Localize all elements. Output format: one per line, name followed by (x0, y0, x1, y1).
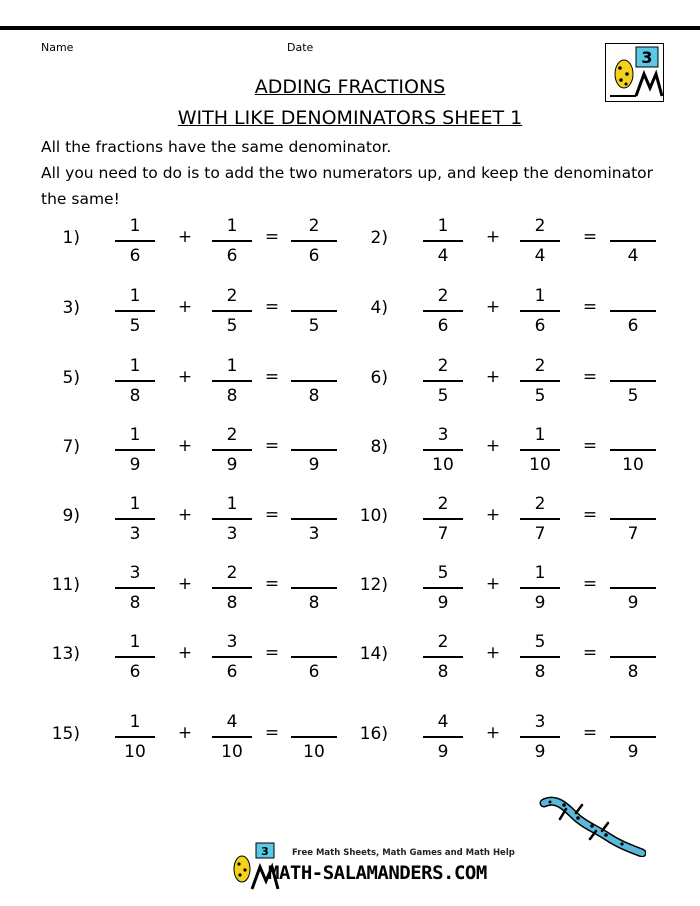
plus-sign: + (485, 643, 501, 663)
title-line-2: WITH LIKE DENOMINATORS SHEET 1 (177, 107, 523, 129)
fraction-bar (520, 240, 560, 242)
fraction-bar (115, 310, 155, 312)
numerator: 2 (226, 563, 238, 583)
fraction-bar (610, 310, 656, 312)
denominator: 6 (437, 315, 449, 336)
answer-fraction[interactable] (610, 493, 656, 546)
numerator: 3 (534, 712, 546, 732)
plus-sign: + (177, 723, 193, 743)
fraction (115, 711, 155, 764)
numerator: 1 (226, 356, 238, 376)
equals-sign: = (264, 723, 280, 743)
answer-denominator: 9 (627, 592, 639, 613)
numerator: 1 (129, 494, 141, 514)
numerator: 1 (129, 425, 141, 445)
fraction (423, 493, 463, 546)
numerator: 2 (534, 356, 546, 376)
problem-number: 12) (359, 575, 388, 595)
numerator: 2 (437, 494, 449, 514)
fraction-bar (423, 587, 463, 589)
denominator: 8 (226, 385, 238, 406)
numerator: 2 (534, 494, 546, 514)
fraction-bar (610, 449, 656, 451)
answer-numerator[interactable] (291, 493, 337, 516)
fraction (115, 355, 155, 408)
denominator: 6 (129, 245, 141, 266)
answer-numerator[interactable] (291, 285, 337, 308)
fraction-bar (115, 518, 155, 520)
answer-fraction[interactable] (291, 215, 337, 268)
denominator: 9 (437, 741, 449, 762)
salamander-illustration-icon (536, 793, 646, 857)
plus-sign: + (485, 436, 501, 456)
denominator: 6 (129, 661, 141, 682)
fraction (423, 424, 463, 477)
fraction (520, 711, 560, 764)
denominator: 5 (534, 385, 546, 406)
fraction (212, 493, 252, 546)
fraction (115, 562, 155, 615)
denominator: 8 (534, 661, 546, 682)
fraction (520, 562, 560, 615)
answer-denominator: 8 (308, 385, 320, 406)
fraction-bar (115, 736, 155, 738)
answer-denominator: 7 (627, 523, 639, 544)
fraction-bar (520, 310, 560, 312)
numerator: 2 (226, 286, 238, 306)
fraction-bar (212, 587, 252, 589)
top-rule (0, 26, 700, 30)
answer-denominator: 8 (627, 661, 639, 682)
plus-sign: + (485, 367, 501, 387)
answer-denominator: 3 (308, 523, 320, 544)
grade-badge-text: 3 (641, 48, 653, 67)
fraction (423, 355, 463, 408)
plus-sign: + (177, 367, 193, 387)
problem-number: 6) (370, 368, 388, 388)
fraction (115, 631, 155, 684)
fraction-bar (212, 310, 252, 312)
title-line-1: ADDING FRACTIONS (254, 76, 446, 98)
numerator: 1 (534, 425, 546, 445)
answer-numerator[interactable] (610, 631, 656, 654)
numerator: 5 (437, 563, 449, 583)
answer-numerator[interactable] (610, 355, 656, 378)
denominator: 4 (437, 245, 449, 266)
denominator: 8 (437, 661, 449, 682)
answer-fraction[interactable] (610, 424, 656, 477)
numerator: 3 (226, 632, 238, 652)
fraction (520, 493, 560, 546)
fraction-bar (291, 736, 337, 738)
equals-sign: = (264, 643, 280, 663)
problem-number: 14) (359, 644, 388, 664)
fraction (212, 215, 252, 268)
instruction-1: All the fractions have the same denominator. (41, 138, 392, 156)
fraction-bar (212, 449, 252, 451)
equals-sign: = (582, 436, 598, 456)
problem-number: 13) (51, 644, 80, 664)
answer-denominator: 8 (308, 592, 320, 613)
answer-numerator[interactable] (291, 562, 337, 585)
denominator: 5 (437, 385, 449, 406)
answer-numerator[interactable] (291, 711, 337, 734)
numerator: 1 (226, 494, 238, 514)
numerator: 1 (534, 286, 546, 306)
fraction (115, 424, 155, 477)
numerator: 2 (437, 286, 449, 306)
equals-sign: = (582, 297, 598, 317)
denominator: 9 (226, 454, 238, 475)
problem-number: 8) (370, 437, 388, 457)
fraction-bar (212, 240, 252, 242)
fraction (520, 285, 560, 338)
problem-number: 2) (370, 228, 388, 248)
name-label: Name (41, 41, 74, 54)
equals-sign: = (264, 227, 280, 247)
plus-sign: + (485, 297, 501, 317)
fraction-bar (520, 656, 560, 658)
answer-denominator: 10 (303, 741, 325, 762)
fraction-bar (520, 518, 560, 520)
fraction-bar (423, 380, 463, 382)
instruction-2: All you need to do is to add the two numerators up, and keep the denominator the same! (41, 164, 654, 208)
fraction (423, 215, 463, 268)
answer-fraction[interactable] (610, 631, 656, 684)
answer-numerator[interactable] (610, 285, 656, 308)
numerator: 2 (534, 216, 546, 236)
answer-fraction[interactable] (610, 215, 656, 268)
answer-denominator: 9 (308, 454, 320, 475)
numerator: 5 (534, 632, 546, 652)
fraction-bar (291, 656, 337, 658)
fraction-bar (520, 380, 560, 382)
denominator: 10 (221, 741, 243, 762)
fraction (212, 285, 252, 338)
denominator: 8 (129, 385, 141, 406)
equals-sign: = (582, 574, 598, 594)
fraction-bar (610, 736, 656, 738)
equals-sign: = (582, 643, 598, 663)
denominator: 9 (437, 592, 449, 613)
answer-fraction[interactable] (610, 355, 656, 408)
equals-sign: = (264, 436, 280, 456)
answer-numerator[interactable]: 2 (308, 216, 320, 236)
fraction-bar (610, 587, 656, 589)
answer-numerator[interactable] (610, 424, 656, 447)
numerator: 1 (534, 563, 546, 583)
answer-denominator: 10 (622, 454, 644, 475)
denominator: 10 (529, 454, 551, 475)
plus-sign: + (485, 574, 501, 594)
fraction (212, 424, 252, 477)
fraction-bar (115, 587, 155, 589)
plus-sign: + (485, 505, 501, 525)
fraction (423, 711, 463, 764)
fraction (423, 285, 463, 338)
fraction-bar (212, 736, 252, 738)
equals-sign: = (264, 505, 280, 525)
fraction (212, 631, 252, 684)
numerator: 1 (129, 712, 141, 732)
answer-fraction[interactable] (291, 711, 337, 764)
numerator: 3 (129, 563, 141, 583)
numerator: 2 (437, 356, 449, 376)
denominator: 7 (437, 523, 449, 544)
fraction-bar (115, 449, 155, 451)
problem-number: 15) (51, 724, 80, 744)
equals-sign: = (582, 505, 598, 525)
numerator: 1 (226, 216, 238, 236)
plus-sign: + (485, 227, 501, 247)
numerator: 1 (129, 286, 141, 306)
numerator: 4 (437, 712, 449, 732)
denominator: 8 (226, 592, 238, 613)
fraction (212, 355, 252, 408)
fraction (520, 215, 560, 268)
footer-badge-text: 3 (261, 845, 269, 858)
fraction (423, 562, 463, 615)
answer-numerator[interactable] (610, 562, 656, 585)
answer-denominator: 5 (627, 385, 639, 406)
fraction-bar (423, 736, 463, 738)
answer-fraction[interactable] (291, 631, 337, 684)
denominator: 10 (124, 741, 146, 762)
answer-numerator[interactable] (610, 215, 656, 238)
fraction-bar (291, 240, 337, 242)
fraction-bar (423, 449, 463, 451)
fraction (115, 215, 155, 268)
denominator: 6 (226, 245, 238, 266)
fraction-bar (291, 587, 337, 589)
fraction (115, 285, 155, 338)
answer-numerator[interactable] (610, 493, 656, 516)
fraction-bar (423, 518, 463, 520)
answer-denominator: 9 (627, 741, 639, 762)
footer-tagline: Free Math Sheets, Math Games and Math Help (292, 848, 515, 858)
fraction-bar (423, 656, 463, 658)
answer-numerator[interactable] (291, 631, 337, 654)
answer-denominator: 6 (308, 245, 320, 266)
answer-fraction[interactable] (291, 285, 337, 338)
fraction-bar (520, 449, 560, 451)
answer-denominator: 5 (308, 315, 320, 336)
numerator: 4 (226, 712, 238, 732)
plus-sign: + (177, 505, 193, 525)
fraction-bar (610, 380, 656, 382)
plus-sign: + (485, 723, 501, 743)
fraction-bar (115, 656, 155, 658)
numerator: 3 (437, 425, 449, 445)
answer-fraction[interactable] (610, 285, 656, 338)
fraction-bar (291, 310, 337, 312)
plus-sign: + (177, 297, 193, 317)
fraction-bar (423, 240, 463, 242)
denominator: 3 (129, 523, 141, 544)
fraction (520, 631, 560, 684)
fraction-bar (610, 656, 656, 658)
fraction-bar (212, 380, 252, 382)
fraction (520, 424, 560, 477)
equals-sign: = (582, 723, 598, 743)
denominator: 9 (129, 454, 141, 475)
plus-sign: + (177, 227, 193, 247)
fraction-bar (291, 449, 337, 451)
answer-numerator[interactable] (291, 424, 337, 447)
fraction-bar (610, 518, 656, 520)
fraction-bar (291, 518, 337, 520)
denominator: 7 (534, 523, 546, 544)
problem-number: 9) (62, 506, 80, 526)
plus-sign: + (177, 574, 193, 594)
answer-denominator: 4 (627, 245, 639, 266)
fraction (423, 631, 463, 684)
problem-number: 1) (62, 228, 80, 248)
denominator: 6 (534, 315, 546, 336)
answer-denominator: 6 (627, 315, 639, 336)
problem-number: 7) (62, 437, 80, 457)
problem-number: 5) (62, 368, 80, 388)
denominator: 5 (129, 315, 141, 336)
denominator: 10 (432, 454, 454, 475)
answer-fraction[interactable] (610, 562, 656, 615)
fraction (212, 711, 252, 764)
footer-site-link[interactable]: MATH-SALAMANDERS.COM (268, 862, 487, 884)
denominator: 9 (534, 741, 546, 762)
answer-fraction[interactable] (291, 424, 337, 477)
equals-sign: = (264, 297, 280, 317)
equals-sign: = (264, 574, 280, 594)
answer-numerator[interactable] (610, 711, 656, 734)
answer-denominator: 6 (308, 661, 320, 682)
problem-number: 3) (62, 298, 80, 318)
fraction-bar (520, 736, 560, 738)
denominator: 8 (129, 592, 141, 613)
fraction-bar (115, 240, 155, 242)
plus-sign: + (177, 436, 193, 456)
fraction-bar (423, 310, 463, 312)
date-label: Date (287, 41, 314, 54)
denominator: 9 (534, 592, 546, 613)
equals-sign: = (582, 367, 598, 387)
answer-fraction[interactable] (291, 355, 337, 408)
problem-number: 10) (359, 506, 388, 526)
fraction (520, 355, 560, 408)
fraction-bar (115, 380, 155, 382)
fraction-bar (291, 380, 337, 382)
answer-fraction[interactable] (291, 562, 337, 615)
fraction-bar (212, 656, 252, 658)
fraction-bar (610, 240, 656, 242)
equals-sign: = (264, 367, 280, 387)
answer-fraction[interactable] (291, 493, 337, 546)
problem-number: 11) (51, 575, 80, 595)
numerator: 2 (226, 425, 238, 445)
plus-sign: + (177, 643, 193, 663)
answer-fraction[interactable] (610, 711, 656, 764)
denominator: 3 (226, 523, 238, 544)
fraction-bar (520, 587, 560, 589)
fraction-bar (212, 518, 252, 520)
denominator: 4 (534, 245, 546, 266)
fraction (212, 562, 252, 615)
answer-numerator[interactable] (291, 355, 337, 378)
denominator: 5 (226, 315, 238, 336)
denominator: 6 (226, 661, 238, 682)
numerator: 1 (437, 216, 449, 236)
problem-number: 4) (370, 298, 388, 318)
numerator: 1 (129, 632, 141, 652)
problem-number: 16) (359, 724, 388, 744)
fraction (115, 493, 155, 546)
equals-sign: = (582, 227, 598, 247)
numerator: 1 (129, 216, 141, 236)
numerator: 2 (437, 632, 449, 652)
numerator: 1 (129, 356, 141, 376)
